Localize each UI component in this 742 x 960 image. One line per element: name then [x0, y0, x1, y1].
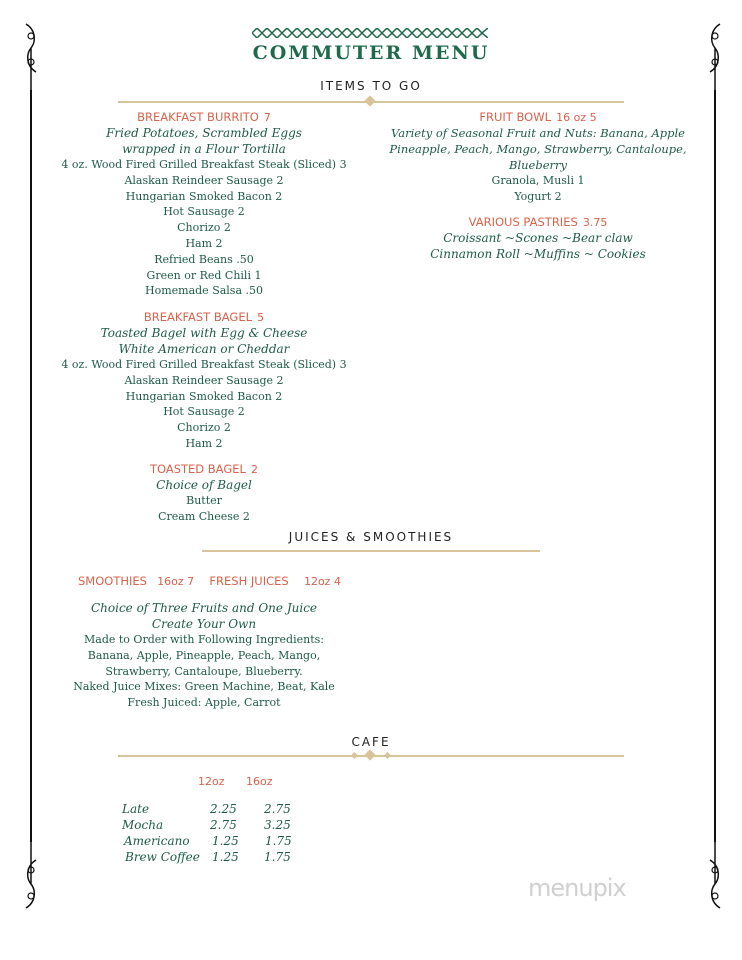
cafe-row-small: 2.25 — [210, 802, 237, 816]
juices-line: Banana, Apple, Pineapple, Peach, Mango, — [87, 648, 321, 662]
toasted-bagel-block — [54, 458, 354, 525]
pastries-desc2: Cinnamon Roll ~Muffins ~ Cookies — [430, 247, 646, 261]
burrito-price: 7 — [263, 111, 271, 124]
burrito-heading — [54, 106, 354, 125]
fruit-price: 16 oz 5 — [556, 111, 597, 124]
right-border — [708, 20, 722, 912]
burrito-desc1: Fried Potatoes, Scrambled Eggs — [106, 126, 302, 140]
bagel-desc1: Toasted Bagel with Egg & Cheese — [100, 326, 308, 340]
cafe-row-name: Americano — [124, 834, 190, 848]
bagel-block — [54, 306, 354, 452]
fruit-bowl-block — [383, 106, 693, 205]
toasted-name: TOASTED BAGEL — [149, 462, 246, 476]
burrito-item: Hot Sausage 2 — [163, 205, 245, 219]
juices-line: Naked Juice Mixes: Green Machine, Beat, Kale — [73, 680, 335, 694]
juices-desc2: Create Your Own — [151, 617, 257, 631]
page-title: COMMUTER MENU — [252, 42, 490, 64]
bagel-item: Alaskan Reindeer Sausage 2 — [124, 373, 284, 387]
bagel-item: Hungarian Smoked Bacon 2 — [125, 389, 283, 403]
burrito-item: Ham 2 — [185, 236, 223, 250]
toasted-desc1: Choice of Bagel — [156, 478, 252, 492]
burrito-item: Green or Red Chili 1 — [146, 268, 262, 282]
smoothies-price: 16oz 7 — [157, 575, 195, 588]
bagel-item: 4 oz. Wood Fired Grilled Breakfast Steak (Sliced) 3 — [61, 358, 347, 371]
fruit-item: Yogurt 2 — [514, 189, 562, 203]
pastries-price: 3.75 — [582, 216, 608, 229]
fruit-item: Granola, Musli 1 — [491, 174, 585, 187]
cafe-row-small: 1.25 — [212, 834, 239, 848]
juices-desc1: Choice of Three Fruits and One Juice — [90, 601, 318, 615]
fruit-desc1: Variety of Seasonal Fruit and Nuts: Banana, Apple — [391, 126, 685, 140]
bagel-item: Hot Sausage 2 — [163, 405, 245, 419]
toasted-item: Butter — [186, 494, 222, 507]
bagel-price: 5 — [257, 311, 265, 324]
cafe-row-large: 3.25 — [264, 818, 291, 832]
left-border — [24, 20, 38, 912]
pastries-block — [383, 211, 693, 262]
bagel-item: Chorizo 2 — [177, 421, 231, 435]
cafe-row-name: Brew Coffee — [125, 850, 200, 864]
fruit-desc3: Blueberry — [509, 158, 567, 172]
toasted-price: 2 — [251, 463, 259, 476]
juices-heading: JUICES & SMOOTHIES — [288, 530, 454, 544]
cafe-col-12oz: 12oz — [198, 775, 225, 788]
pastries-name: VARIOUS PASTRIES — [468, 215, 578, 229]
burrito-desc2: wrapped in a Flour Tortilla — [122, 142, 286, 156]
cafe-heading: CAFE — [351, 735, 391, 749]
fruit-desc2: Pineapple, Peach, Mango, Strawberry, Cantaloupe, — [389, 142, 687, 156]
juices-line: Fresh Juiced: Apple, Carrot — [127, 696, 281, 710]
juices-line: Made to Order with Following Ingredients: — [84, 633, 324, 646]
cafe-row-small: 2.75 — [210, 818, 237, 832]
burrito-item: 4 oz. Wood Fired Grilled Breakfast Steak (Sliced) 3 — [61, 158, 347, 171]
menupix-watermark: menupix — [528, 874, 626, 902]
bagel-desc2: White American or Cheddar — [118, 342, 290, 356]
header-ornament — [252, 28, 488, 38]
cafe-diamond-right — [384, 752, 391, 759]
cafe-diamond-left — [351, 752, 358, 759]
juices-rule — [202, 550, 540, 552]
burrito-item: Chorizo 2 — [177, 221, 231, 235]
juices-line: Strawberry, Cantaloupe, Blueberry. — [105, 664, 303, 678]
fresh-juices-label: FRESH JUICES — [209, 574, 289, 588]
pastries-heading — [383, 211, 693, 230]
cafe-row-large: 2.75 — [264, 802, 291, 816]
burrito-item: Homemade Salsa .50 — [145, 284, 263, 298]
left-border-flourish — [24, 20, 38, 912]
burrito-name: BREAKFAST BURRITO — [137, 110, 259, 124]
burrito-item: Refried Beans .50 — [154, 252, 254, 266]
items-to-go-diamond — [364, 95, 375, 106]
cafe-row-small: 1.25 — [212, 850, 239, 864]
burrito-item: Alaskan Reindeer Sausage 2 — [124, 173, 284, 187]
cafe-row-name: Late — [122, 802, 150, 816]
fruit-heading — [383, 106, 693, 125]
bagel-heading — [54, 306, 354, 325]
fresh-juices-price: 12oz 4 — [303, 575, 341, 588]
cafe-col-16oz: 16oz — [246, 775, 273, 788]
cafe-row-name: Mocha — [122, 818, 164, 832]
cafe-row-large: 1.75 — [265, 834, 292, 848]
fruit-name: FRUIT BOWL — [479, 110, 552, 124]
cafe-diamond — [364, 749, 375, 760]
right-border-flourish — [708, 20, 722, 912]
bagel-name: BREAKFAST BAGEL — [143, 310, 252, 324]
juices-block — [54, 600, 354, 711]
bagel-item: Ham 2 — [185, 436, 223, 450]
toasted-item: Cream Cheese 2 — [158, 509, 250, 523]
pastries-desc1: Croissant ~Scones ~Bear claw — [443, 231, 633, 245]
smoothies-label: SMOOTHIES — [78, 574, 147, 588]
burrito-block — [54, 106, 354, 299]
smoothies-line — [78, 570, 478, 589]
items-to-go-heading: ITEMS TO GO — [320, 79, 422, 93]
burrito-item: Hungarian Smoked Bacon 2 — [125, 189, 283, 203]
cafe-row-large: 1.75 — [264, 850, 291, 864]
toasted-heading — [54, 458, 354, 477]
